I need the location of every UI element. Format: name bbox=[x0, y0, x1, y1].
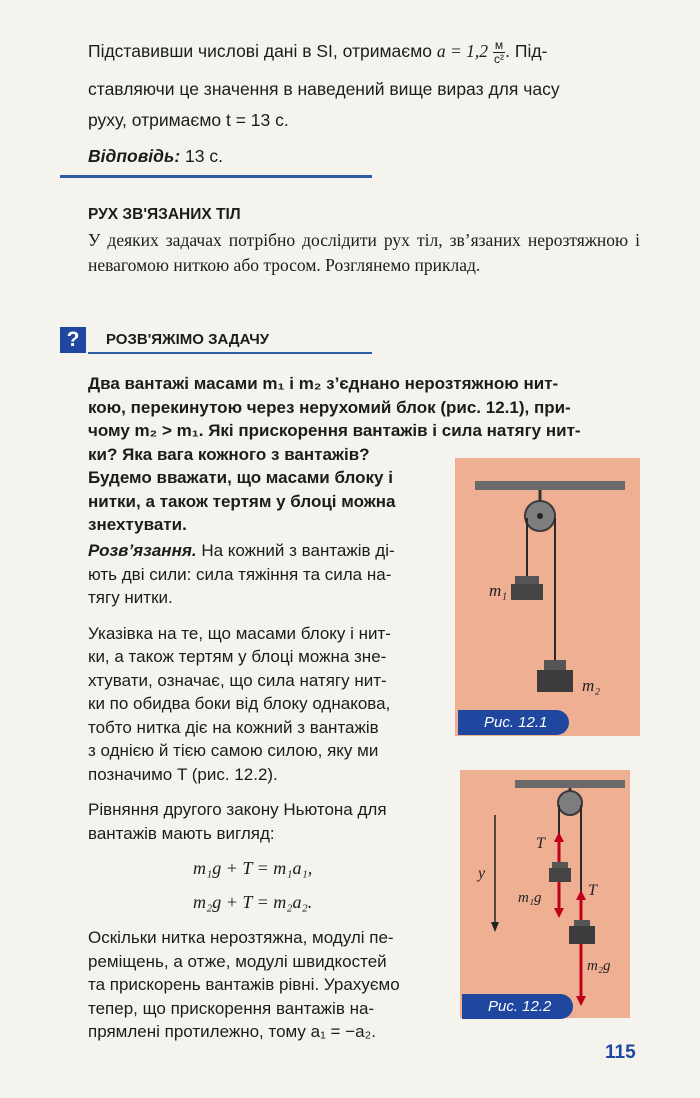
task-line: нитки, а також тертям у блоці можна bbox=[88, 491, 396, 511]
section-title: РУХ ЗВ'ЯЗАНИХ ТІЛ bbox=[88, 206, 241, 223]
intro-text-end: . Під- bbox=[505, 41, 548, 61]
figure-12-2 bbox=[460, 770, 630, 1018]
task-underline bbox=[88, 352, 372, 354]
intro-line-1 bbox=[88, 36, 648, 66]
solution-line: Указівка на те, що масами блоку і нит- bbox=[88, 623, 391, 643]
label-tension-left: T bbox=[536, 835, 545, 852]
solution-p1 bbox=[88, 539, 448, 610]
solution-line: позначимо T (рис. 12.2). bbox=[88, 764, 278, 784]
solution-line: з однією й тією самою силою, яку ми bbox=[88, 741, 379, 760]
solution-line: На кожний з вантажів ді- bbox=[201, 541, 395, 560]
label-tension-right: T bbox=[588, 882, 597, 899]
task-line: чому m₂ > m₁. Які прискорення вантажів і сила натягу нит- bbox=[88, 421, 581, 440]
intro-text: Підставивши числові дані в SI, отримаємо bbox=[88, 41, 432, 61]
ceiling-beam bbox=[515, 780, 625, 788]
task-line: кою, перекинутою через нерухомий блок (рис. 12.1), при- bbox=[88, 397, 571, 417]
label-m2g: m₂g bbox=[587, 958, 611, 974]
solution-line: Рівняння другого закону Ньютона для bbox=[88, 800, 387, 819]
label-m2: m₂ bbox=[582, 676, 601, 695]
solution-p2 bbox=[88, 622, 448, 787]
pulley-axle bbox=[537, 513, 543, 519]
task-line: ки? Яка вага кожного з вантажів? bbox=[88, 444, 370, 464]
answer-value: 13 с. bbox=[185, 146, 223, 166]
solution-line: ки, а також тертям у блоці можна зне- bbox=[88, 647, 387, 666]
figure-12-1 bbox=[455, 458, 640, 736]
figure-12-2-caption: Рис. 12.2 bbox=[462, 994, 573, 1019]
solution-label: Розв’язання. bbox=[88, 541, 197, 560]
weight-1 bbox=[511, 584, 543, 600]
intro-line-3 bbox=[88, 105, 289, 135]
solution-line: прямлені протилежно, тому a₁ = −a₂. bbox=[88, 1022, 376, 1041]
weight-2-top bbox=[544, 660, 566, 670]
weight-1-top bbox=[515, 576, 539, 584]
solution-line: тобто нитка діє на кожний з вантажів bbox=[88, 717, 379, 737]
solution-p3 bbox=[88, 798, 448, 845]
section-text: У деяких задачах потрібно дослідити рух тіл, зв’язаних нерозтяжною і невагомою ниткою або тросом. Розглянемо приклад. bbox=[88, 230, 640, 275]
task-title: РОЗВ'ЯЖІМО ЗАДАЧУ bbox=[106, 331, 270, 348]
weight-1-top bbox=[552, 862, 568, 868]
weight-2 bbox=[537, 670, 573, 692]
label-m1g: m₁g bbox=[518, 890, 542, 906]
unit-denominator: c² bbox=[494, 51, 505, 66]
unit-fraction bbox=[493, 39, 505, 66]
unit-numerator: м bbox=[494, 37, 504, 52]
equation-2: m₂g + T = m₂a₂. bbox=[193, 891, 313, 912]
equation-1: m₁g + T = m₁a₁, bbox=[193, 858, 313, 878]
task-line: знехтувати. bbox=[88, 515, 187, 534]
task-line: Два вантажі масами m₁ і m₂ з’єднано нерозтяжною нит- bbox=[88, 374, 559, 393]
solution-line: Оскільки нитка нерозтяжна, модулі пе- bbox=[88, 928, 394, 947]
figure-12-1-caption: Рис. 12.1 bbox=[458, 710, 569, 735]
label-y: y bbox=[478, 865, 486, 882]
ceiling-beam bbox=[475, 481, 625, 490]
pulley bbox=[558, 791, 582, 815]
solution-line: ють дві сили: сила тяжіння та сила на- bbox=[88, 564, 392, 584]
answer bbox=[88, 141, 223, 171]
solution-line: вантажів мають вигляд: bbox=[88, 823, 275, 843]
page-number: 115 bbox=[605, 1042, 636, 1063]
divider bbox=[60, 175, 372, 178]
figure-background bbox=[460, 770, 630, 1018]
label-m1: m₁ bbox=[489, 581, 508, 600]
solution-p4 bbox=[88, 926, 448, 1044]
solution-block bbox=[88, 539, 448, 1044]
intro-text: руху, отримаємо bbox=[88, 110, 222, 130]
acceleration-value: a = 1,2 bbox=[436, 41, 489, 61]
task-line: Будемо вважати, що масами блоку і bbox=[88, 468, 393, 487]
weight-2-top bbox=[574, 920, 590, 926]
solution-line: реміщень, а отже, модулі швидкостей bbox=[88, 951, 387, 971]
question-icon: ? bbox=[60, 327, 86, 353]
answer-label: Відповідь: bbox=[88, 146, 181, 166]
solution-line: тепер, що прискорення вантажів на- bbox=[88, 998, 375, 1018]
solution-line: та прискорень вантажів рівні. Урахуємо bbox=[88, 975, 400, 994]
intro-line-2: ставляючи це значення в наведений вище вираз для часу bbox=[88, 79, 560, 99]
time-value: t = 13 с. bbox=[225, 110, 289, 130]
figure-background bbox=[455, 458, 640, 736]
solution-line: тягу нитки. bbox=[88, 588, 173, 607]
weight-2 bbox=[569, 926, 595, 944]
weight-1 bbox=[549, 868, 571, 882]
solution-line: ки по обидва боки від блоку однакова, bbox=[88, 694, 391, 713]
solution-line: хтувати, означає, що сила натягу нит- bbox=[88, 670, 387, 690]
